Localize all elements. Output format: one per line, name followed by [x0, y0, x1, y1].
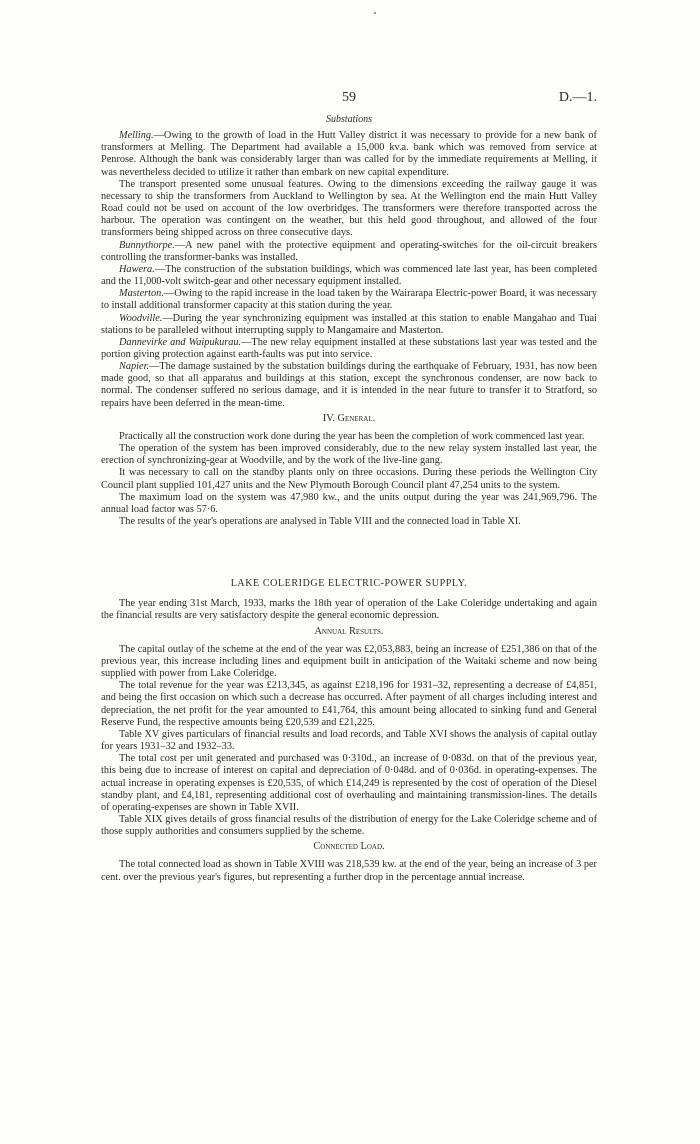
connected-load-heading: Connected Load.	[313, 841, 385, 853]
page-number: 59	[342, 90, 356, 105]
connected-load-paragraph: The total connected load as shown in Table XVIII was 218,539 kw. at the end of the year, being an increase of 3 per cent. over the previous year's figures, but representing a further drop in the percentage annual increase.	[101, 859, 597, 883]
general-heading: IV. General.	[322, 412, 376, 424]
annual-results-paragraph: Table XV gives particulars of financial results and load records, and Table XVI shows the analysis of capital outlay for years 1931–32 and 1932–33.	[101, 728, 597, 753]
paragraph-text: —The new relay equipment installed at these substations last year was tested and the portion giving protection against earth-faults was put into service.	[101, 336, 597, 360]
paragraph-melling	[101, 130, 597, 179]
general-paragraph: Practically all the construction work done during the year has been the completion of work commenced last year.	[119, 430, 585, 442]
paragraph-hawera	[101, 264, 597, 288]
paragraph-napier	[101, 361, 597, 410]
general-paragraph: The results of the year's operations are analysed in Table VIII and the connected load in Table XI.	[119, 516, 521, 527]
paragraph-text: —The construction of the substation buildings, which was commenced late last year, has been completed and the 11,000-volt switch-gear and other necessary equipment installed.	[101, 263, 597, 288]
general-paragraph: The maximum load on the system was 47,980 kw., and the units output during the year was 241,969,796. The annual load factor was 57·6.	[101, 491, 597, 515]
paragraph-lead: Masterton.	[119, 288, 164, 300]
paragraph-text: —The damage sustained by the substation buildings during the earthquake of February, 1931, has now been made good, so that all apparatus and buildings at this station, except the synchronous condenser, are now back to normal. The condenser suffered no serious damage, and it is intended in the near future to transfer it to Stratford, so repairs have been deferred in the mean-time.	[101, 361, 597, 409]
paragraph-dannevirke	[101, 337, 597, 361]
annual-results-paragraph: The total revenue for the year was £213,345, as against £218,196 for 1931–32, representing a decrease of £4,851, and being the first occasion on which such a decrease has occurred. After payment of all charges including interest and depreciation, the net profit for the year amounted to £41,764, this amount being allocated to sinking fund and General Reserve Fund, the respective amounts being £20,539 and £21,225.	[101, 680, 597, 728]
paragraph-lead: Woodville.	[119, 312, 163, 324]
scan-speck	[374, 12, 376, 14]
paragraph-text: —Owing to the growth of load in the Hutt Valley district it was necessary to provide for a new bank of transformers at Melling. The Department had available a 15,000 kv.a. bank which was removed from service at Penrose. Although the bank was considerably larger than was called for by the immediate requirements at Melling, it was nevertheless decided to utilize it rather than embark on new capital expenditure.	[101, 130, 597, 178]
paragraph-text: The transport presented some unusual features. Owing to the dimensions exceeding the railway gauge it was necessary to ship the transformers from Auckland to Wellington by sea. At the Wellington end the main Hutt Valley Road could not be used on account of the low overbridges. The transformers were therefore transported across the harbour. The operation was contingent on the weather, but this held good throughout, and allowed of the four transformers being shipped across on three consecutive days.	[101, 178, 597, 239]
paragraph-lead: Napier.	[119, 361, 150, 373]
paragraph-bunnythorpe	[101, 240, 597, 264]
annual-results-heading: Annual Results.	[314, 625, 384, 637]
paragraph-text: —During the year synchronizing equipment was installed at this station to enable Mangahao and Tuai stations to be paralleled without interrupting supply to Mangamaire and Masterton.	[101, 312, 597, 336]
substations-heading: Substations	[325, 114, 373, 125]
annual-results-paragraph: Table XIX gives details of gross financial results of the distribution of energy for the Lake Coleridge scheme and of those supply authorities and consumers supplied by the scheme.	[101, 813, 597, 838]
paragraph-lead: Hawera.	[119, 263, 155, 275]
paragraph-lead: Dannevirke and Waipukurau.	[119, 336, 242, 348]
paragraph-text: —A new panel with the protective equipment and operating-switches for the oil-circuit breakers controlling the transformer-banks was installed.	[101, 239, 597, 263]
paragraph-text: —Owing to the rapid increase in the load taken by the Wairarapa Electric-power Board, it was necessary to install additional transformer capacity at this station during the year.	[101, 288, 597, 312]
page-content	[101, 114, 597, 884]
annual-results-paragraph: The capital outlay of the scheme at the end of the year was £2,053,883, being an increase of £251,386 on that of the previous year, this increase including lines and equipment built in anticipation of the Waitaki scheme and now being supplied with power from Lake Coleridge.	[101, 643, 597, 680]
lake-coleridge-intro: The year ending 31st March, 1933, marks the 18th year of operation of the Lake Coleridge undertaking and again the financial results are very satisfactory despite the general economic depression.	[101, 598, 597, 622]
general-paragraph: It was necessary to call on the standby plants only on three occasions. During these periods the Wellington City Council plant supplied 101,427 units and the New Plymouth Borough Council plant 47,254 units to the system.	[101, 467, 597, 491]
paragraph-masterton	[101, 288, 597, 312]
annual-results-paragraph: The total cost per unit generated and purchased was 0·310d., an increase of 0·083d. on that of the previous year, this being due to increase of interest on capital and depreciation of 0·048d. and of 0·036d. in operating-expenses. The actual increase in operating expenses is £20,535, of which £14,249 is represented by the cost of operation of the Diesel standby plant, and £4,181, representing additional cost of overhauling and maintaining transmission-lines. The details of operating-expenses are shown in Table XVII.	[101, 753, 597, 813]
lake-coleridge-heading: LAKE COLERIDGE ELECTRIC-POWER SUPPLY.	[230, 578, 468, 590]
paragraph-lead: Bunnythorpe.	[119, 239, 175, 251]
general-paragraph: The operation of the system has been improved considerably, due to the new relay system installed last year, the erection of synchronizing-gear at Woodville, and by the work of the live-line gang.	[101, 443, 597, 467]
page-header	[101, 90, 597, 106]
document-reference: D.—1.	[558, 90, 597, 105]
paragraph-transport	[101, 179, 597, 240]
paragraph-lead: Melling.	[119, 130, 154, 142]
paragraph-woodville	[101, 313, 597, 337]
